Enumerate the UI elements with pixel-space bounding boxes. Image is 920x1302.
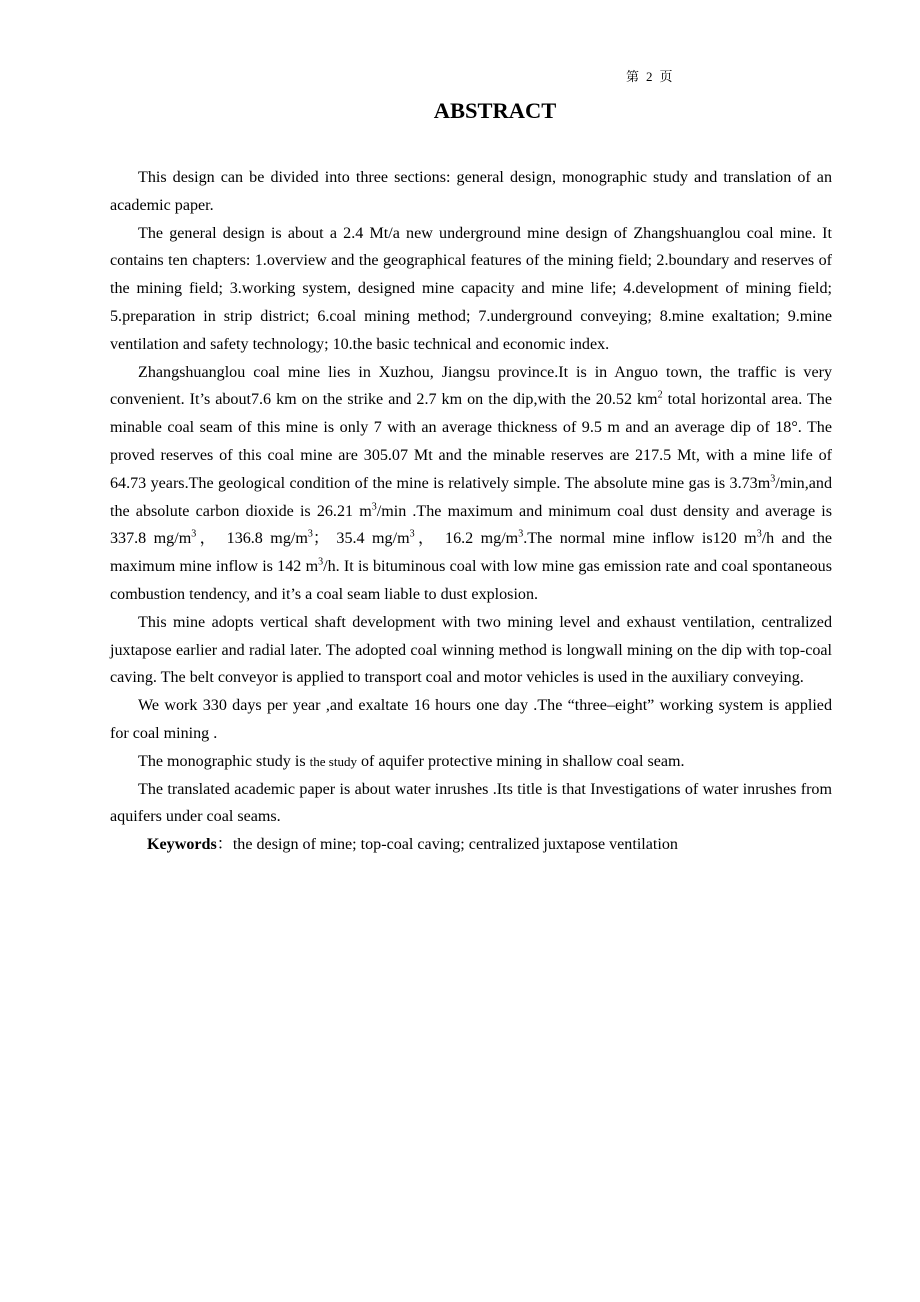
superscript-3: 3	[409, 529, 415, 540]
superscript-3: 3	[307, 529, 313, 540]
mine-overview-text-6: ； 35.4 mg/m	[312, 530, 410, 548]
keywords-label: Keywords	[147, 836, 217, 854]
mine-overview-text-2: total horizontal area. The minable coal seam of this mine is only 7 with an average thickness of 9.5 m and an average dip of 18°. The proved reserves of this coal mine are 305.07 Mt and the minable reserves are 217.5 Mt, with a mine life of 64.73 years.The geological condition of the mine is relatively simple. The absolute mine gas is 3.73m	[110, 391, 832, 492]
monographic-text-before: The monographic study is	[138, 752, 310, 770]
mine-overview-text-1: Zhangshuanglou coal mine lies in Xuzhou, Jiangsu province.It is in Anguo town, the traffic is very convenient. It’s about7.6 km on the strike and 2.7 km on the dip,with the 20.52 km	[110, 363, 832, 409]
paragraph-monographic-study	[110, 748, 832, 776]
paragraph-translation: The translated academic paper is about water inrushes .Its title is that Investigations of water inrushes from aquifers under coal seams.	[110, 780, 832, 826]
superscript-3: 3	[756, 529, 762, 540]
paragraph-general-design: The general design is about a 2.4 Mt/a new underground mine design of Zhangshuanglou coal mine. It contains ten chapters: 1.overview and the geographical features of the mining field; 2.boundary and reserves of the mining field; 3.working system, designed mine capacity and mine life; 4.development of mining field; 5.preparation in strip district; 6.coal mining method; 7.underground conveying; 8.mine exaltation; 9.mine ventilation and safety technology; 10.the basic technical and economic index.	[110, 224, 832, 353]
keywords-line	[110, 831, 832, 859]
superscript-2: 2	[657, 390, 663, 402]
page-number-label	[626, 66, 673, 85]
mine-overview-text-10: /h. It is bituminous coal with low mine gas emission rate and coal spontaneous combustion tendency, and it’s a coal seam liable to dust explosion.	[110, 558, 832, 603]
paragraph-working-system: We work 330 days per year ,and exaltate 16 hours one day .The “three–eight” working system is applied for coal mining .	[110, 697, 832, 742]
superscript-3: 3	[191, 529, 197, 540]
monographic-text-small: the study	[309, 753, 357, 769]
superscript-3: 3	[318, 556, 324, 568]
mine-overview-text-4: /min .The maximum and minimum coal dust density and average is 337.8 mg/m	[110, 502, 833, 548]
paragraph-development: This mine adopts vertical shaft development with two mining level and exhaust ventilation, centralized juxtapose earlier and radial later. The adopted coal winning method is longwall mining on the dip with top-coal caving. The belt conveyor is applied to transport coal and motor vehicles is used in the auxiliary conveying.	[110, 613, 832, 687]
mine-overview-text-5: ， 136.8 mg/m	[196, 530, 308, 548]
mine-overview-text-8: .The normal mine inflow is120 m	[523, 530, 757, 548]
mine-overview-text-3: /min,and the absolute carbon dioxide is 26.21 m	[110, 474, 832, 520]
monographic-text-after: of aquifer protective mining in shallow coal seam.	[356, 752, 685, 770]
abstract-body	[110, 164, 832, 859]
paragraph-intro: This design can be divided into three sections: general design, monographic study and translation of an academic paper.	[110, 169, 832, 214]
keywords-separator: ：	[216, 836, 233, 854]
superscript-3: 3	[518, 529, 524, 540]
mine-overview-text-9: /h and the maximum mine inflow is 142 m	[110, 530, 833, 576]
page-suffix: 页	[659, 69, 673, 84]
superscript-3: 3	[371, 501, 377, 513]
page-prefix: 第	[626, 69, 640, 84]
keywords-text: the design of mine; top-coal caving; centralized juxtapose ventilation	[232, 836, 678, 854]
paragraph-mine-overview	[110, 359, 832, 609]
page-number: 2	[646, 69, 653, 84]
mine-overview-text-7: ， 16.2 mg/m	[414, 530, 519, 548]
superscript-3: 3	[770, 473, 776, 485]
page-title: ABSTRACT	[433, 98, 557, 123]
